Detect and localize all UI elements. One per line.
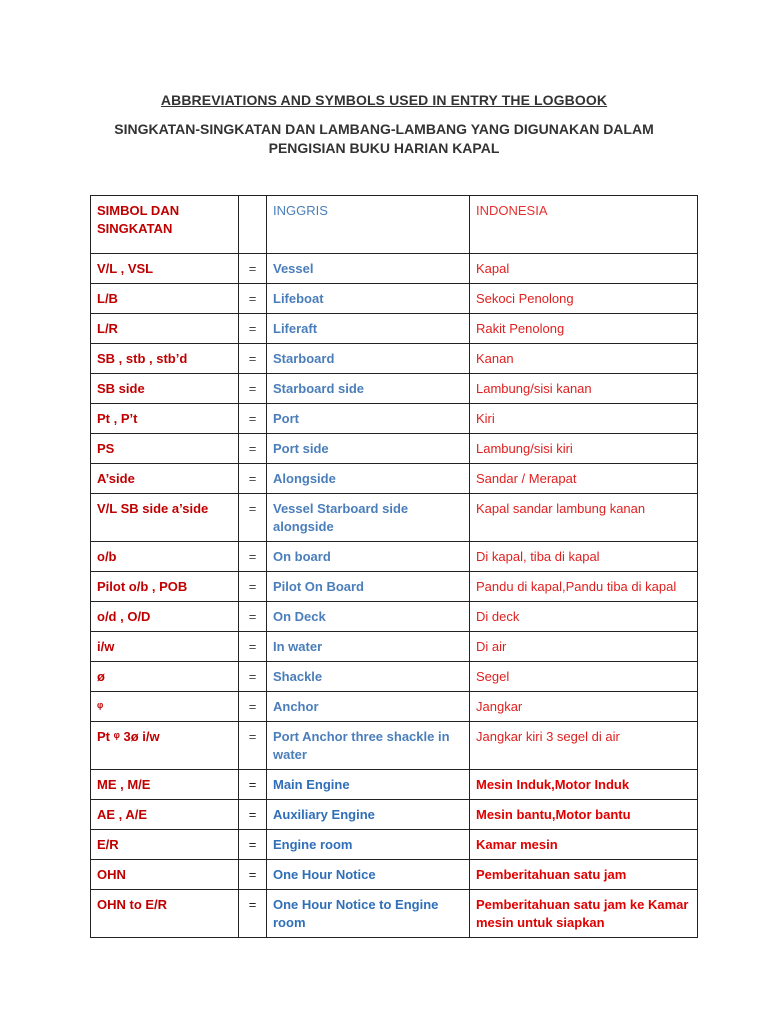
row-symbol: OHN bbox=[91, 860, 239, 890]
row-equals: = bbox=[239, 830, 267, 860]
row-symbol: AE , A/E bbox=[91, 800, 239, 830]
row-symbol: OHN to E/R bbox=[91, 890, 239, 938]
table-body bbox=[91, 254, 698, 938]
table-row bbox=[91, 800, 698, 830]
row-indonesian: Jangkar kiri 3 segel di air bbox=[470, 722, 698, 770]
row-symbol: L/R bbox=[91, 314, 239, 344]
table-row bbox=[91, 542, 698, 572]
row-indonesian: Kapal sandar lambung kanan bbox=[470, 494, 698, 542]
table-row bbox=[91, 692, 698, 722]
row-equals: = bbox=[239, 344, 267, 374]
row-indonesian: Mesin bantu,Motor bantu bbox=[470, 800, 698, 830]
row-symbol: E/R bbox=[91, 830, 239, 860]
row-english: On Deck bbox=[267, 602, 470, 632]
row-symbol: ø bbox=[91, 662, 239, 692]
row-indonesian: Sandar / Merapat bbox=[470, 464, 698, 494]
row-symbol: SB , stb , stb’d bbox=[91, 344, 239, 374]
row-english: Shackle bbox=[267, 662, 470, 692]
row-indonesian: Lambung/sisi kiri bbox=[470, 434, 698, 464]
row-indonesian: Kanan bbox=[470, 344, 698, 374]
header-symbol: SIMBOL DAN SINGKATAN bbox=[91, 196, 239, 254]
row-symbol: V/L SB side a’side bbox=[91, 494, 239, 542]
document-title: ABBREVIATIONS AND SYMBOLS USED IN ENTRY THE LOGBOOK bbox=[160, 92, 608, 108]
row-symbol: o/d , O/D bbox=[91, 602, 239, 632]
row-equals: = bbox=[239, 722, 267, 770]
table-row bbox=[91, 632, 698, 662]
table-row bbox=[91, 344, 698, 374]
table-row bbox=[91, 770, 698, 800]
row-english: On board bbox=[267, 542, 470, 572]
row-english: Port side bbox=[267, 434, 470, 464]
row-indonesian: Pandu di kapal,Pandu tiba di kapal bbox=[470, 572, 698, 602]
row-indonesian: Di kapal, tiba di kapal bbox=[470, 542, 698, 572]
table-row bbox=[91, 860, 698, 890]
row-equals: = bbox=[239, 602, 267, 632]
row-equals: = bbox=[239, 632, 267, 662]
header-english: INGGRIS bbox=[267, 196, 470, 254]
row-symbol: A’side bbox=[91, 464, 239, 494]
row-indonesian: Kiri bbox=[470, 404, 698, 434]
row-equals: = bbox=[239, 800, 267, 830]
row-english: In water bbox=[267, 632, 470, 662]
header-equals bbox=[239, 196, 267, 254]
table-row bbox=[91, 494, 698, 542]
row-equals: = bbox=[239, 692, 267, 722]
row-indonesian: Kamar mesin bbox=[470, 830, 698, 860]
row-equals: = bbox=[239, 542, 267, 572]
header-indonesian: INDONESIA bbox=[470, 196, 698, 254]
row-english: Lifeboat bbox=[267, 284, 470, 314]
row-english: Pilot On Board bbox=[267, 572, 470, 602]
abbreviations-table bbox=[90, 195, 698, 938]
row-english: Port bbox=[267, 404, 470, 434]
row-equals: = bbox=[239, 890, 267, 938]
table-row bbox=[91, 890, 698, 938]
row-symbol: i/w bbox=[91, 632, 239, 662]
table-row bbox=[91, 254, 698, 284]
table-row bbox=[91, 284, 698, 314]
table-row bbox=[91, 374, 698, 404]
table-row bbox=[91, 830, 698, 860]
row-symbol: ᵠ bbox=[91, 692, 239, 722]
row-indonesian: Rakit Penolong bbox=[470, 314, 698, 344]
row-equals: = bbox=[239, 434, 267, 464]
row-english: Vessel bbox=[267, 254, 470, 284]
row-english: Vessel Starboard side alongside bbox=[267, 494, 470, 542]
table-row bbox=[91, 662, 698, 692]
row-english: Anchor bbox=[267, 692, 470, 722]
row-indonesian: Lambung/sisi kanan bbox=[470, 374, 698, 404]
row-english: One Hour Notice bbox=[267, 860, 470, 890]
table-row bbox=[91, 602, 698, 632]
document-subtitle: SINGKATAN-SINGKATAN DAN LAMBANG-LAMBANG YANG DIGUNAKAN DALAM PENGISIAN BUKU HARIAN KAPAL bbox=[114, 121, 654, 156]
row-indonesian: Segel bbox=[470, 662, 698, 692]
row-equals: = bbox=[239, 464, 267, 494]
row-symbol: PS bbox=[91, 434, 239, 464]
row-equals: = bbox=[239, 404, 267, 434]
table-row bbox=[91, 404, 698, 434]
table-row bbox=[91, 572, 698, 602]
row-equals: = bbox=[239, 254, 267, 284]
row-indonesian: Jangkar bbox=[470, 692, 698, 722]
row-english: One Hour Notice to Engine room bbox=[267, 890, 470, 938]
row-symbol: ME , M/E bbox=[91, 770, 239, 800]
row-english: Starboard bbox=[267, 344, 470, 374]
row-equals: = bbox=[239, 374, 267, 404]
row-english: Alongside bbox=[267, 464, 470, 494]
row-indonesian: Di air bbox=[470, 632, 698, 662]
row-indonesian: Sekoci Penolong bbox=[470, 284, 698, 314]
row-english: Engine room bbox=[267, 830, 470, 860]
table-row bbox=[91, 314, 698, 344]
row-symbol: Pt , P’t bbox=[91, 404, 239, 434]
row-indonesian: Pemberitahuan satu jam ke Kamar mesin untuk siapkan bbox=[470, 890, 698, 938]
row-equals: = bbox=[239, 572, 267, 602]
row-equals: = bbox=[239, 284, 267, 314]
row-english: Main Engine bbox=[267, 770, 470, 800]
row-indonesian: Pemberitahuan satu jam bbox=[470, 860, 698, 890]
table-row bbox=[91, 722, 698, 770]
row-indonesian: Kapal bbox=[470, 254, 698, 284]
row-indonesian: Mesin Induk,Motor Induk bbox=[470, 770, 698, 800]
row-english: Liferaft bbox=[267, 314, 470, 344]
row-symbol: Pilot o/b , POB bbox=[91, 572, 239, 602]
row-symbol: o/b bbox=[91, 542, 239, 572]
row-symbol: V/L , VSL bbox=[91, 254, 239, 284]
row-equals: = bbox=[239, 770, 267, 800]
row-english: Starboard side bbox=[267, 374, 470, 404]
row-indonesian: Di deck bbox=[470, 602, 698, 632]
row-equals: = bbox=[239, 314, 267, 344]
row-english: Auxiliary Engine bbox=[267, 800, 470, 830]
row-equals: = bbox=[239, 860, 267, 890]
row-symbol: SB side bbox=[91, 374, 239, 404]
table-header-row bbox=[91, 196, 698, 254]
row-symbol: L/B bbox=[91, 284, 239, 314]
table-row bbox=[91, 464, 698, 494]
row-symbol: Pt ᵠ 3ø i/w bbox=[91, 722, 239, 770]
row-equals: = bbox=[239, 662, 267, 692]
table-row bbox=[91, 434, 698, 464]
row-equals: = bbox=[239, 494, 267, 542]
row-english: Port Anchor three shackle in water bbox=[267, 722, 470, 770]
